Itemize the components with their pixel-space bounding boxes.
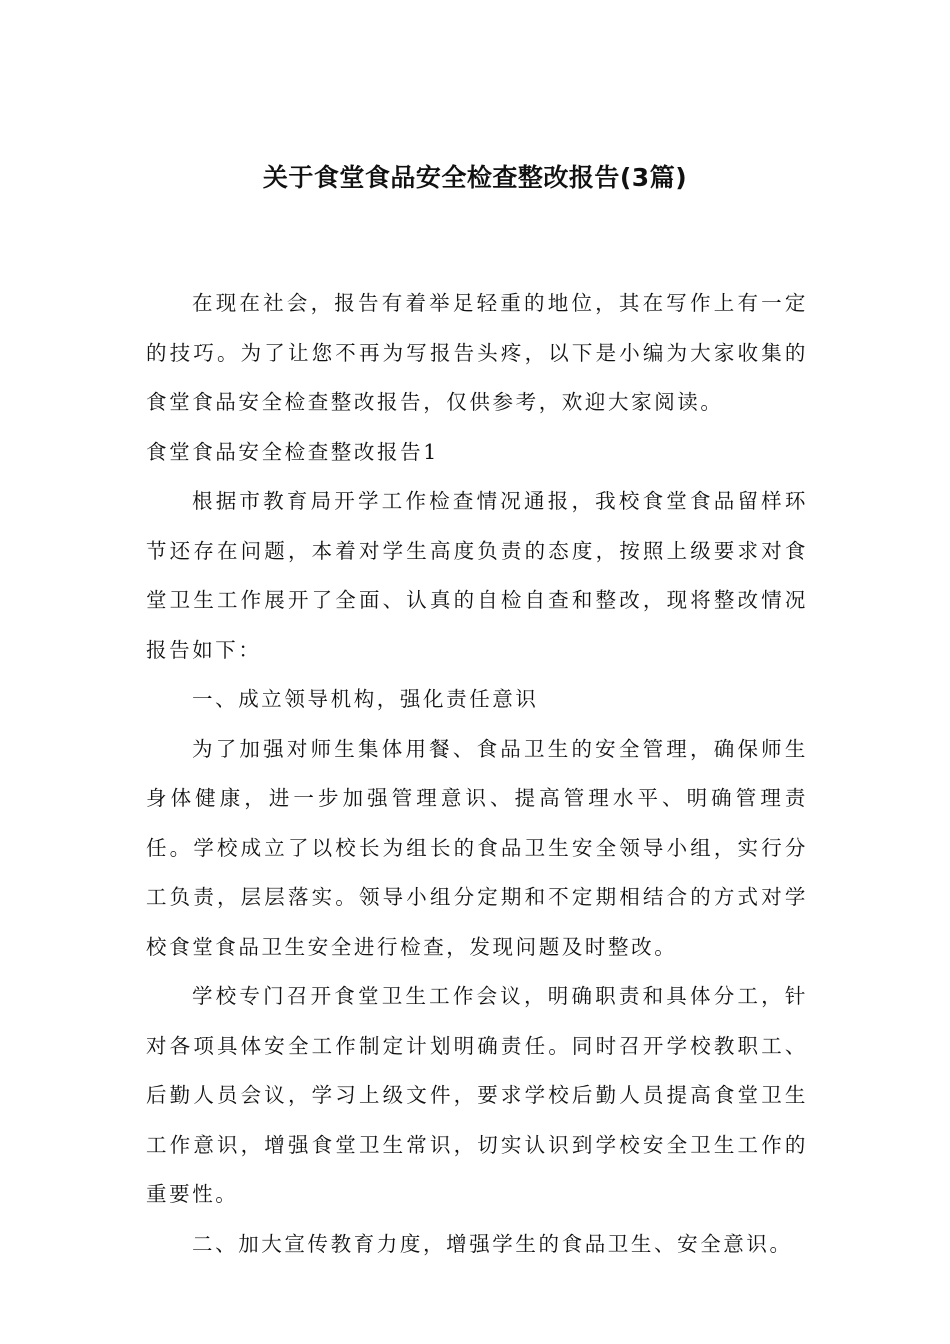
document-title: 关于食堂食品安全检查整改报告(3篇)	[262, 163, 688, 192]
section-heading: 食堂食品安全检查整改报告1	[146, 439, 439, 464]
subheading-education: 二、加大宣传教育力度，增强学生的食品卫生、安全意识。	[192, 1231, 793, 1256]
document-body	[146, 279, 808, 1269]
intro-paragraph: 在现在社会，报告有着举足轻重的地位，其在写作上有一定的技巧。为了让您不再为写报告头疼，以下是小编为大家收集的食堂食品安全检查整改报告，仅供参考，欢迎大家阅读。	[146, 291, 808, 414]
body-paragraph: 为了加强对师生集体用餐、食品卫生的安全管理，确保师生身体健康，进一步加强管理意识、提高管理水平、明确管理责任。学校成立了以校长为组长的食品卫生安全领导小组，实行分工负责，层层落实。领导小组分定期和不定期相结合的方式对学校食堂食品卫生安全进行检查，发现问题及时整改。	[146, 736, 808, 959]
subheading-leadership: 一、成立领导机构，强化责任意识	[192, 687, 539, 711]
body-paragraph: 学校专门召开食堂卫生工作会议，明确职责和具体分工，针对各项具体安全工作制定计划明确责任。同时召开学校教职工、后勤人员会议，学习上级文件，要求学校后勤人员提高食堂卫生工作意识，增强食堂卫生常识，切实认识到学校安全卫生工作的重要性。	[146, 984, 808, 1206]
body-paragraph: 根据市教育局开学工作检查情况通报，我校食堂食品留样环节还存在问题，本着对学生高度负责的态度，按照上级要求对食堂卫生工作展开了全面、认真的自检自查和整改，现将整改情况报告如下：	[146, 489, 808, 662]
